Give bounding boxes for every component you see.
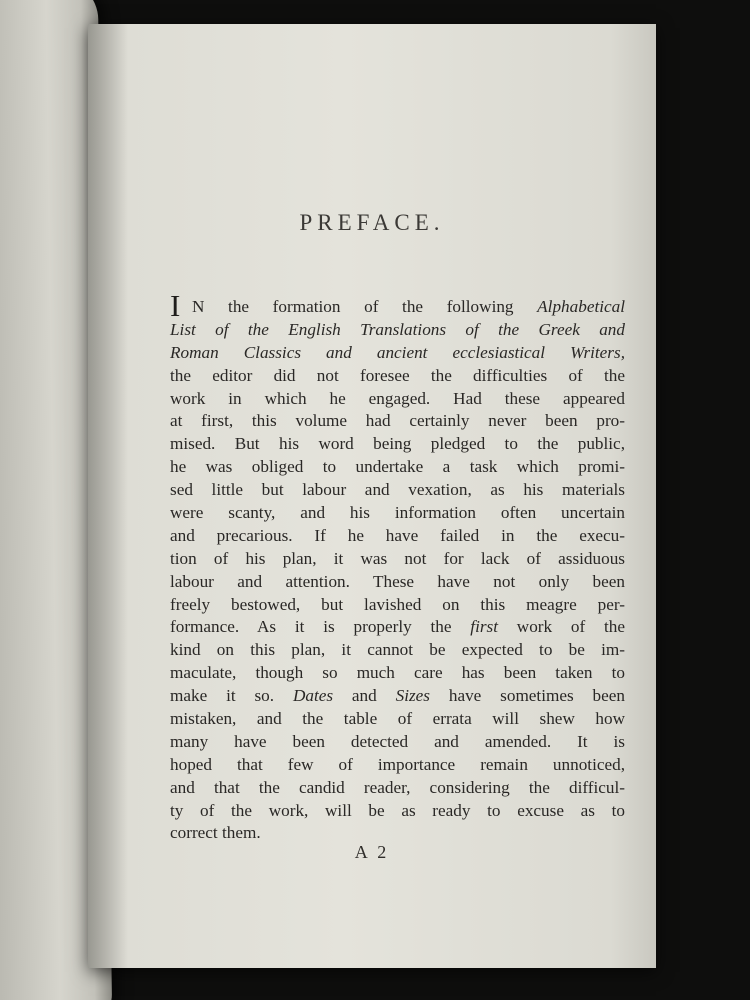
text-line: [170, 456, 625, 479]
text-segment: he was obliged to undertake a task which promi-: [170, 457, 625, 477]
text-segment: the editor did not foresee the difficulties of the: [170, 365, 625, 385]
italic-text: Sizes: [395, 686, 430, 706]
text-line: [170, 731, 625, 754]
text-segment: and that the candid reader, considering the difficul-: [170, 777, 625, 797]
text-segment: make it so.: [170, 686, 293, 706]
text-line: [170, 288, 625, 323]
text-segment: sed little but labour and vexation, as his materials: [170, 480, 625, 500]
book-page: [88, 24, 656, 968]
italic-text: first: [470, 617, 498, 637]
text-segment: freely bestowed, but lavished on this meagre per-: [170, 594, 625, 614]
text-segment: kind on this plan, it cannot be expected to be im-: [170, 640, 625, 660]
text-segment: and: [333, 686, 396, 706]
text-line: [170, 571, 625, 594]
italic-text: Roman Classics and ancient ecclesiastical Writers,: [170, 342, 625, 362]
text-line: [170, 685, 625, 708]
text-line: [170, 479, 625, 502]
signature-mark: A 2: [354, 842, 390, 862]
text-line: [170, 548, 625, 571]
text-segment: mised. But his word being pledged to the public,: [170, 434, 625, 454]
text-line: [170, 594, 625, 617]
text-segment: many have been detected and amended. It is: [170, 731, 625, 751]
italic-text: List of the English Translations of the Greek and: [170, 319, 625, 339]
text-line: [170, 777, 625, 800]
text-segment: were scanty, and his information often uncertain: [170, 503, 625, 523]
text-segment: hoped that few of importance remain unnoticed,: [170, 754, 625, 774]
preface-text: [170, 288, 625, 845]
text-line: [170, 365, 625, 388]
text-line: [170, 388, 625, 411]
text-line: [170, 525, 625, 548]
text-line: [170, 754, 625, 777]
gutter-shadow: [88, 24, 128, 968]
text-line: [170, 410, 625, 433]
italic-text: Alphabetical: [537, 297, 625, 316]
italic-text: Dates: [292, 686, 334, 706]
text-segment: have sometimes been: [429, 686, 625, 706]
text-segment: labour and attention. These have not only been: [170, 571, 625, 591]
drop-cap: I: [170, 288, 181, 323]
text-line: [170, 708, 625, 731]
text-segment: and precarious. If he have failed in the execu-: [170, 525, 625, 545]
text-segment: correct them.: [170, 823, 261, 843]
text-segment: N the formation of the following: [192, 297, 538, 316]
text-line: [170, 639, 625, 662]
text-segment: ty of the work, will be as ready to excuse as to: [170, 800, 625, 820]
text-line: [170, 800, 625, 823]
text-segment: maculate, though so much care has been taken to: [170, 663, 625, 683]
text-line: [170, 616, 625, 639]
text-line: [170, 319, 625, 342]
text-line: [170, 433, 625, 456]
text-segment: work of the: [498, 617, 625, 637]
page-heading: PREFACE.: [299, 210, 445, 235]
text-line: [170, 342, 625, 365]
text-line: [170, 662, 625, 685]
text-segment: mistaken, and the table of errata will shew how: [170, 709, 625, 729]
text-line: [170, 502, 625, 525]
text-segment: work in which he engaged. Had these appeared: [170, 388, 625, 408]
text-segment: tion of his plan, it was not for lack of assiduous: [170, 548, 625, 568]
text-segment: formance. As it is properly the: [170, 617, 471, 637]
text-segment: at first, this volume had certainly never been pro-: [170, 411, 625, 431]
